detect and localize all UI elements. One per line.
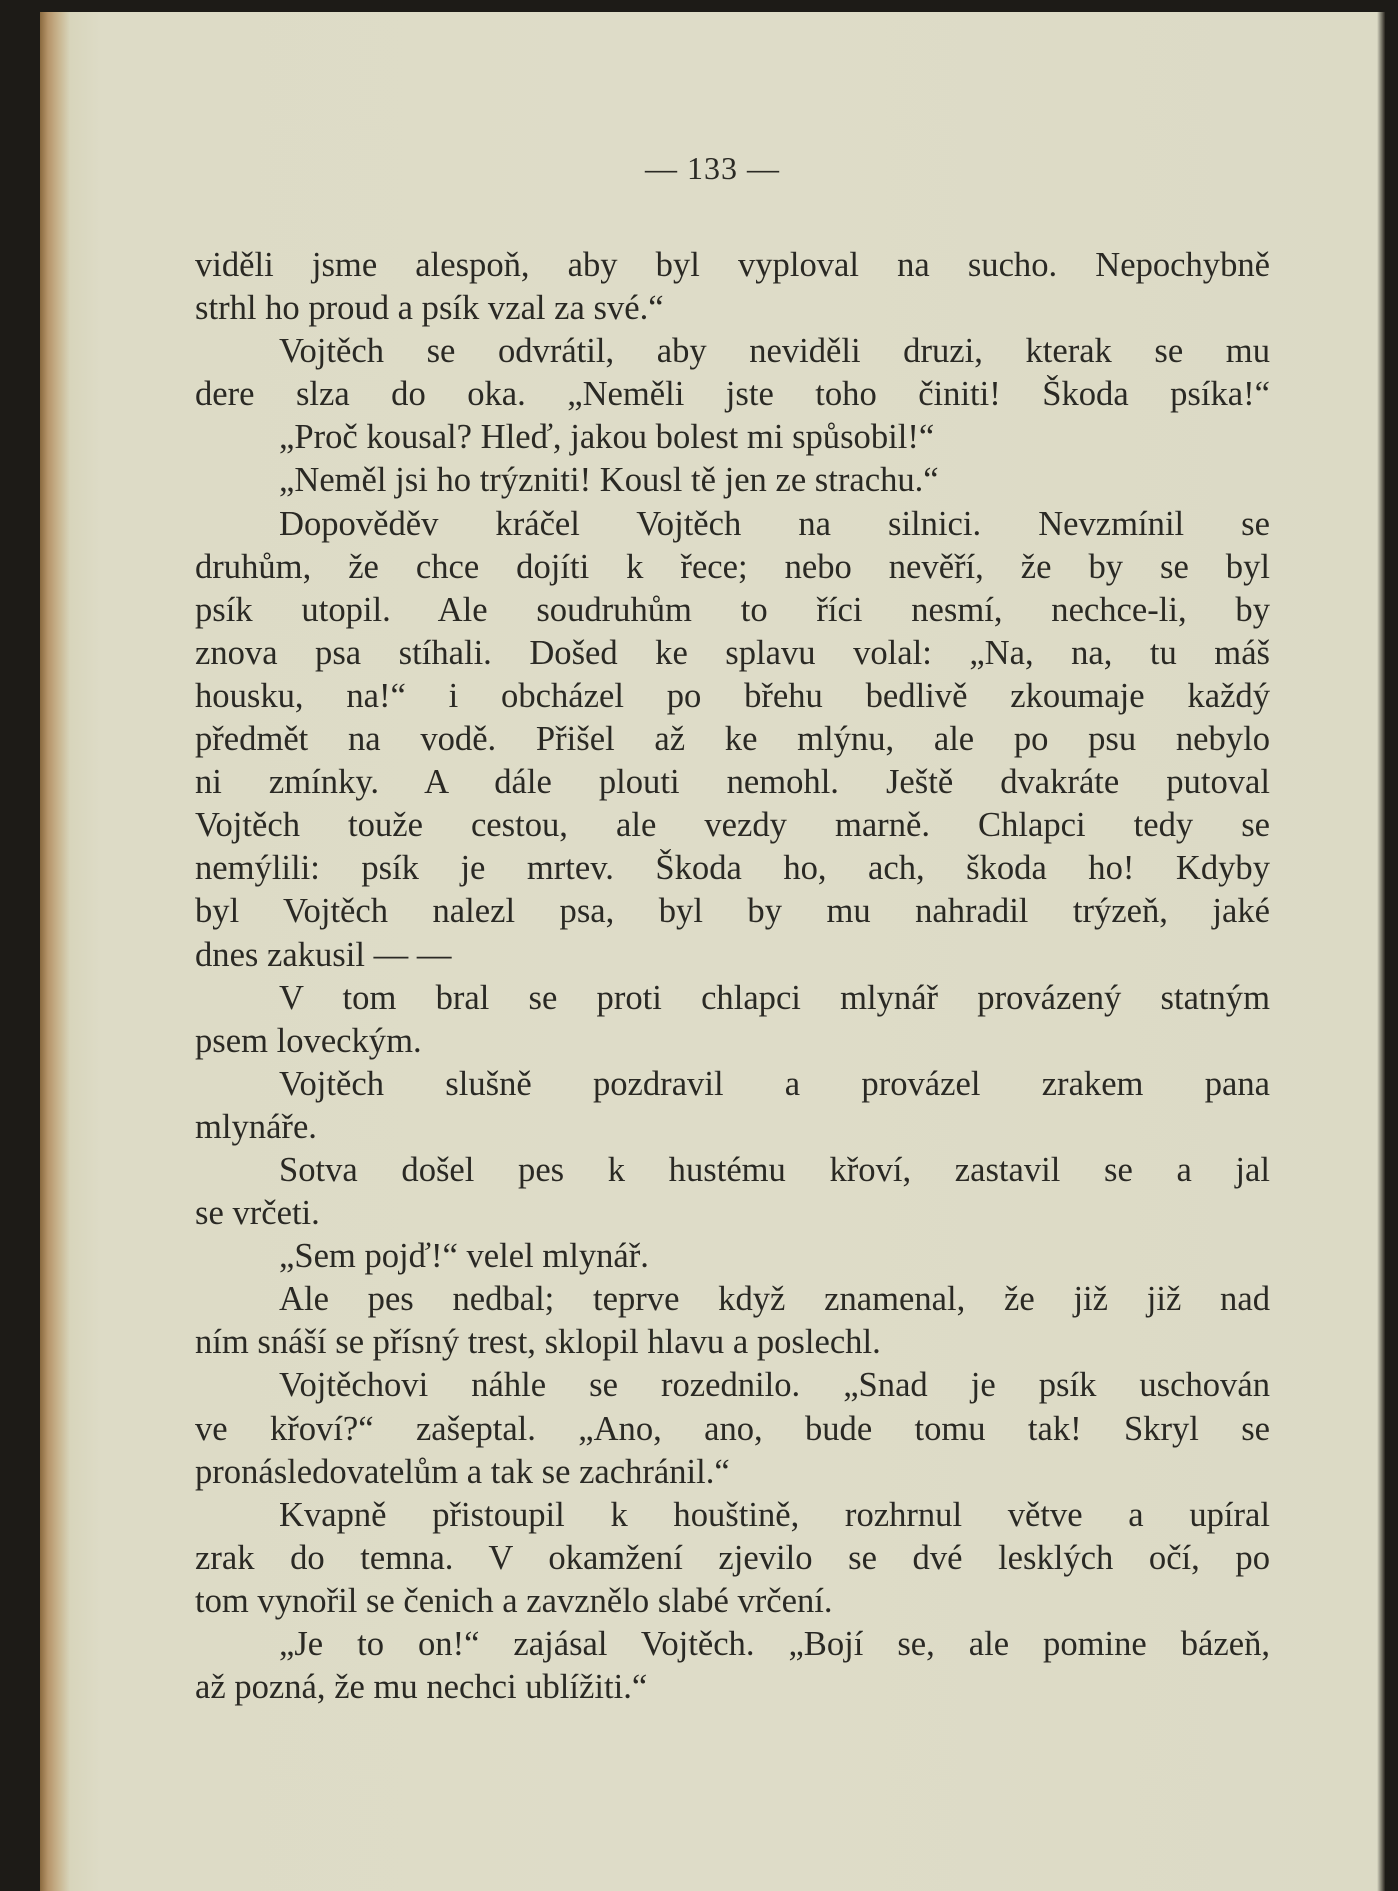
text-line: pronásledovatelům a tak se zachránil.“: [195, 1452, 730, 1491]
text-line: „Sem pojď!“ velel mlynář.: [279, 1237, 649, 1276]
text-line: znova psa stíhali. Došed ke splavu volal: „Na, na, tu máš: [195, 633, 1270, 672]
text-line: Vojtěchovi náhle se rozednilo. „Snad je psík uschován: [279, 1366, 1270, 1405]
text-line: viděli jsme alespoň, aby byl vyploval na sucho. Nepochybně: [195, 246, 1270, 284]
text-line: předmět na vodě. Přišel až ke mlýnu, ale po psu nebylo: [195, 720, 1270, 759]
text-line: Ale pes nedbal; teprve když znamenal, že již již nad: [279, 1280, 1270, 1319]
text-line: dnes zakusil — —: [195, 935, 452, 974]
text-line: Vojtěch slušně pozdravil a provázel zrakem pana: [279, 1064, 1270, 1103]
text-line: psík utopil. Ale soudruhům to říci nesmí, nechce-li, by: [195, 590, 1270, 629]
text-line: Sotva došel pes k hustému křoví, zastavil se a jal: [279, 1150, 1270, 1189]
text-line: se vrčeti.: [195, 1194, 320, 1233]
text-line: „Je to on!“ zajásal Vojtěch. „Bojí se, ale pomine bázeň,: [279, 1625, 1270, 1663]
text-line: až pozná, že mu nechci ublížiti.“: [195, 1668, 648, 1707]
text-line: „Proč kousal? Hleď, jakou bolest mi spůsobil!“: [279, 418, 935, 457]
text-line: dere slza do oka. „Neměli jste toho činiti! Škoda psíka!“: [195, 375, 1270, 414]
text-line: „Neměl jsi ho trýzniti! Kousl tě jen ze strachu.“: [279, 461, 939, 500]
text-line: V tom bral se proti chlapci mlynář provázený statným: [279, 978, 1270, 1017]
text-line: Dopověděv kráčel Vojtěch na silnici. Nevzmínil se: [279, 504, 1270, 543]
text-line: strhl ho proud a psík vzal za své.“: [195, 289, 664, 328]
text-line: ni zmínky. A dále plouti nemohl. Ještě dvakráte putoval: [195, 763, 1270, 802]
text-line: ve křoví?“ zašeptal. „Ano, ano, bude tomu tak! Skryl se: [195, 1409, 1270, 1448]
page-edge-shadow: [1377, 12, 1385, 1891]
body-text: [195, 244, 1270, 1709]
text-line: psem loveckým.: [195, 1021, 422, 1060]
text-line: zrak do temna. V okamžení zjevilo se dvé lesklých očí, po: [195, 1538, 1270, 1577]
text-line: druhům, že chce dojíti k řece; nebo nevěří, že by se byl: [195, 547, 1270, 586]
text-line: ním snáší se přísný trest, sklopil hlavu a poslechl.: [195, 1323, 881, 1362]
page-spine-shadow: [40, 12, 70, 1891]
text-line: Vojtěch se odvrátil, aby neviděli druzi, kterak se mu: [279, 332, 1270, 371]
text-line: mlynáře.: [195, 1107, 317, 1146]
text-line: tom vynořil se čenich a zavznělo slabé vrčení.: [195, 1581, 833, 1620]
text-line: nemýlili: psík je mrtev. Škoda ho, ach, škoda ho! Kdyby: [195, 849, 1270, 888]
text-line: Vojtěch touže cestou, ale vezdy marně. Chlapci tedy se: [195, 806, 1270, 845]
text-line: byl Vojtěch nalezl psa, byl by mu nahradil trýzeň, jaké: [195, 892, 1270, 931]
text-line: Kvapně přistoupil k houštině, rozhrnul větve a upíral: [279, 1495, 1270, 1534]
book-page: [40, 12, 1385, 1891]
text-line: housku, na!“ i obcházel po břehu bedlivě zkoumaje každý: [195, 676, 1270, 715]
page-number: — 133 —: [645, 150, 780, 186]
